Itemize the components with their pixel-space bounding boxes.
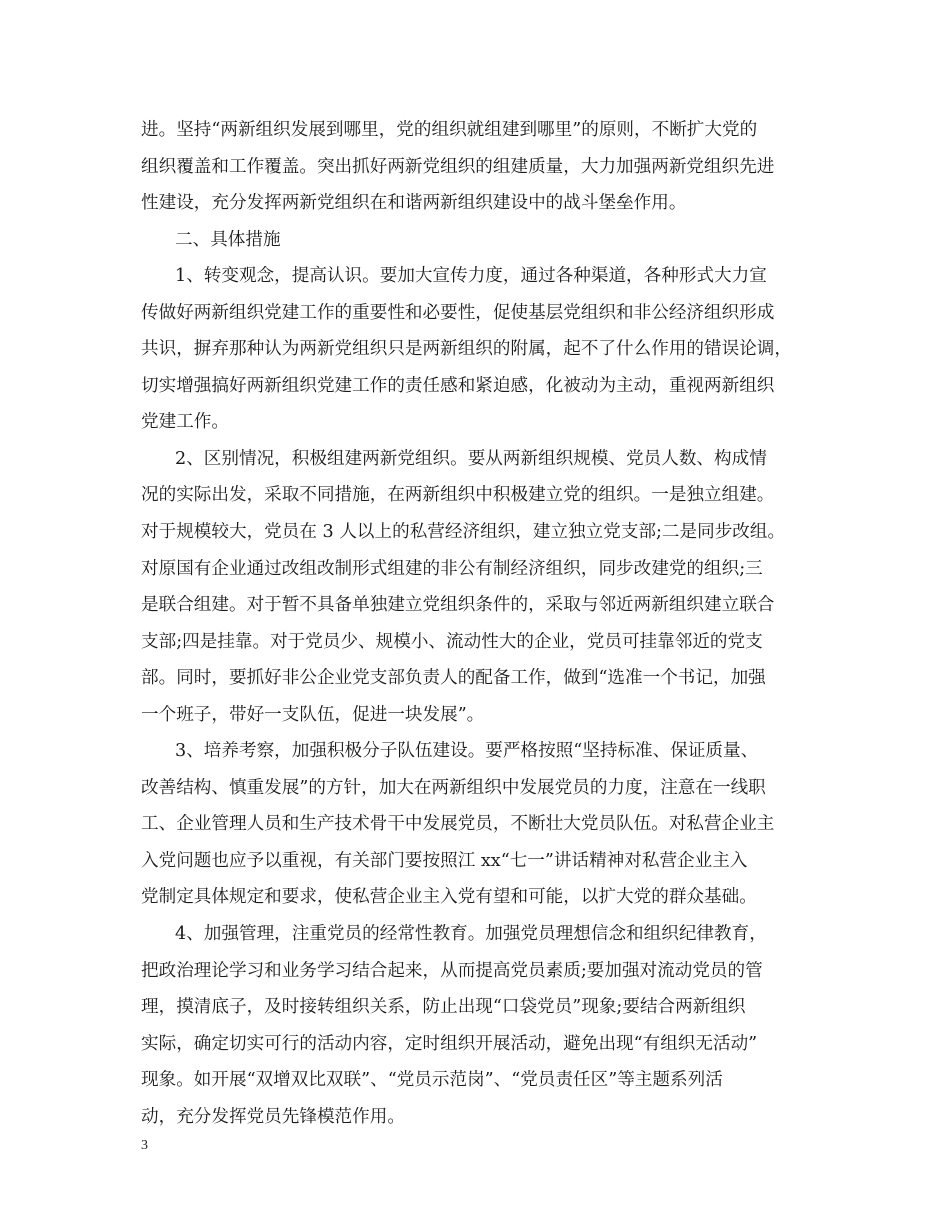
text-line: 理，摸清底子，及时接转组织关系，防止出现“口袋党员”现象;要结合两新组织 [141, 997, 746, 1018]
text-line: 对原国有企业通过改组改制形式组建的非公有制经济组织，同步改建党的组织;三 [141, 558, 763, 579]
text-line: 动，充分发挥党员先锋模范作用。 [141, 1106, 405, 1127]
text-line: 一个班子，带好一支队伍，促进一块发展”。 [141, 704, 485, 725]
text-line: 实际，确定切实可行的活动内容，定时组织开展活动，避免出现“有组织无活动” [141, 1033, 758, 1054]
text-line: 入党问题也应予以重视，有关部门要按照江 xx“七一”讲话精神对私营企业主入 [141, 850, 748, 871]
text-line: 部。同时，要抓好非公企业党支部负责人的配备工作，做到“选准一个书记，加强 [141, 668, 766, 689]
text-line: 对于规模较大，党员在 3 人以上的私营经济组织，建立独立党支部;二是同步改组。 [141, 522, 786, 543]
document-body [141, 112, 821, 1135]
text-line: 是联合组建。对于暂不具备单独建立党组织条件的，采取与邻近两新组织建立联合 [141, 595, 775, 616]
text-line: 3、培养考察，加强积极分子队伍建设。要严格按照“坚持标准、保证质量、 [175, 741, 759, 762]
page-number: 3 [141, 1138, 148, 1153]
text-line: 况的实际出发，采取不同措施，在两新组织中积极建立党的组织。一是独立组建。 [141, 485, 775, 506]
text-line: 进。坚持“两新组织发展到哪里，党的组织就组建到哪里”的原则，不断扩大党的 [141, 120, 758, 140]
text-line: 党制定具体规定和要求，使私营企业主入党有望和可能，以扩大党的群众基础。 [141, 887, 757, 908]
text-line: 工、企业管理人员和生产技术骨干中发展党员，不断壮大党员队伍。对私营企业主 [141, 814, 775, 835]
text-line: 2、区别情况，积极组建两新党组织。要从两新组织规模、党员人数、构成情 [175, 448, 767, 469]
text-line: 切实增强搞好两新组织党建工作的责任感和紧迫感，化被动为主动，重视两新组织 [141, 375, 775, 396]
text-line: 现象。如开展“双增双比双联”、“党员示范岗”、“党员责任区”等主题系列活 [141, 1070, 723, 1091]
text-line: 4、加强管理，注重党员的经常性教育。加强党员理想信念和组织纪律教育， [175, 924, 767, 945]
text-line: 1、转变观念，提高认识。要加大宣传力度，通过各种渠道，各种形式大力宣 [175, 266, 767, 287]
text-line: 传做好两新组织党建工作的重要性和必要性，促使基层党组织和非公经济组织形成 [141, 302, 775, 323]
text-line: 把政治理论学习和业务学习结合起来，从而提高党员素质;要加强对流动党员的管 [141, 960, 763, 981]
text-line: 共识，摒弃那种认为两新党组织只是两新组织的附属，起不了什么作用的错误论调， [141, 339, 792, 360]
text-line: 支部;四是挂靠。对于党员少、规模小、流动性大的企业，党员可挂靠邻近的党支 [141, 631, 763, 652]
section-heading: 二、具体措施 [175, 229, 281, 250]
text-line: 党建工作。 [141, 412, 229, 433]
text-line: 改善结构、慎重发展”的方针，加大在两新组织中发展党员的力度，注意在一线职 [141, 777, 766, 798]
text-line: 组织覆盖和工作覆盖。突出抓好两新党组织的组建质量，大力加强两新党组织先进 [141, 156, 775, 177]
text-line: 性建设，充分发挥两新党组织在和谐两新组织建设中的战斗堡垒作用。 [141, 193, 687, 214]
